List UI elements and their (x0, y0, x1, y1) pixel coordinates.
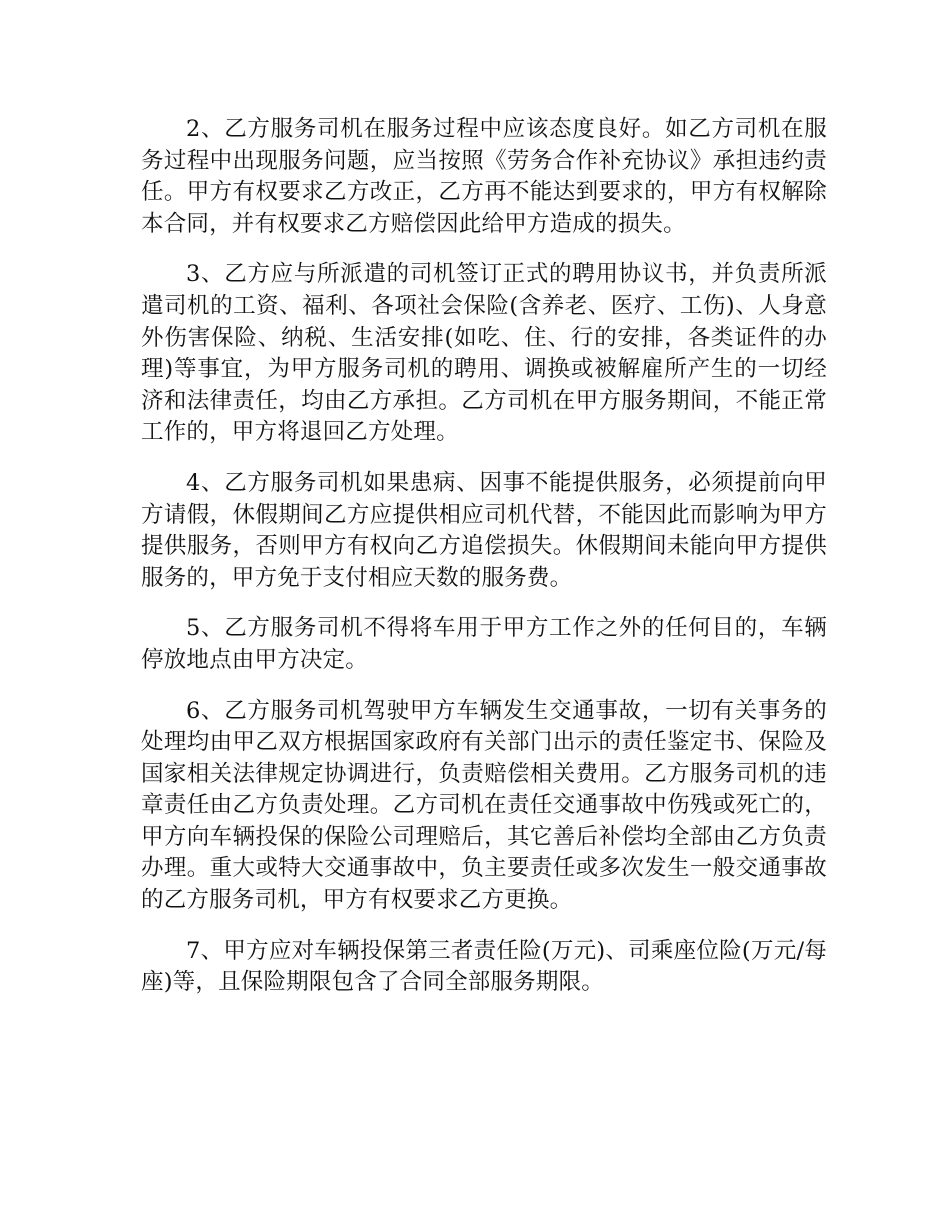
clause-5-paragraph: 5、乙方服务司机不得将车用于甲方工作之外的任何目的，车辆停放地点由甲方决定。 (141, 615, 827, 673)
clause-4-paragraph: 4、乙方服务司机如果患病、因事不能提供服务，必须提前向甲方请假，休假期间乙方应提供相应司机代替，不能因此而影响为甲方提供服务，否则甲方有权向乙方追偿损失。休假期间未能向甲方提供服务的，甲方免于支付相应天数的服务费。 (141, 469, 827, 591)
document-body (141, 114, 827, 1018)
clause-3-paragraph: 3、乙方应与所派遣的司机签订正式的聘用协议书，并负责所派遣司机的工资、福利、各项社会保险(含养老、医疗、工伤)、人身意外伤害保险、纳税、生活安排(如吃、住、行的安排，各类证件的办理)等事宜，为甲方服务司机的聘用、调换或被解雇所产生的一切经济和法律责任，均由乙方承担。乙方司机在甲方服务期间，不能正常工作的，甲方将退回乙方处理。 (141, 261, 827, 446)
clause-2-paragraph: 2、乙方服务司机在服务过程中应该态度良好。如乙方司机在服务过程中出现服务问题，应当按照《劳务合作补充协议》承担违约责任。甲方有权要求乙方改正，乙方再不能达到要求的，甲方有权解除本合同，并有权要求乙方赔偿因此给甲方造成的损失。 (141, 116, 827, 237)
clause-6-paragraph: 6、乙方服务司机驾驶甲方车辆发生交通事故，一切有关事务的处理均由甲乙双方根据国家政府有关部门出示的责任鉴定书、保险及国家相关法律规定协调进行，负责赔偿相关费用。乙方服务司机的违章责任由乙方负责处理。乙方司机在责任交通事故中伤残或死亡的，甲方向车辆投保的保险公司理赔后，其它善后补偿均全部由乙方负责办理。重大或特大交通事故中，负主要责任或多次发生一般交通事故的乙方服务司机，甲方有权要求乙方更换。 (141, 697, 827, 914)
clause-7-paragraph: 7、甲方应对车辆投保第三者责任险(万元)、司乘座位险(万元/每座)等，且保险期限包含了合同全部服务期限。 (141, 937, 827, 996)
